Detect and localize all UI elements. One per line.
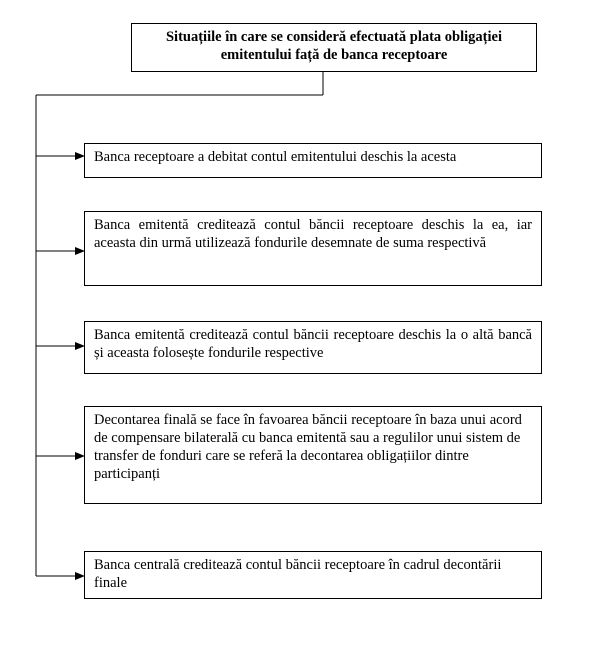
situation-text-4: Decontarea finală se face în favoarea băncii receptoare în baza unui acord de compensare bilaterală cu banca emitentă sau a regulilor unui sistem de transfer de fonduri care se referă la decontarea obligațiilor dintre participanți xyxy=(94,412,522,482)
situation-text-2: Banca emitentă creditează contul băncii receptoare deschis la ea, iar aceasta din urmă utilizează fondurile desemnate de suma respectivă xyxy=(94,217,532,251)
situation-box-4 xyxy=(84,406,542,504)
situation-text-5: Banca centrală creditează contul băncii receptoare în cadrul decontării finale xyxy=(94,557,502,591)
situation-text-3: Banca emitentă creditează contul băncii receptoare deschis la o altă bancă și aceasta folosește fondurile respective xyxy=(94,327,532,361)
diagram-title-box xyxy=(131,23,537,72)
situation-box-3 xyxy=(84,321,542,374)
situation-text-1: Banca receptoare a debitat contul emitentului deschis la acesta xyxy=(94,149,457,165)
diagram-title: Situațiile în care se consideră efectuată plata obligației emitentului față de banca receptoare xyxy=(165,29,502,63)
situation-box-1 xyxy=(84,143,542,178)
situation-box-5 xyxy=(84,551,542,599)
situation-box-2 xyxy=(84,211,542,286)
